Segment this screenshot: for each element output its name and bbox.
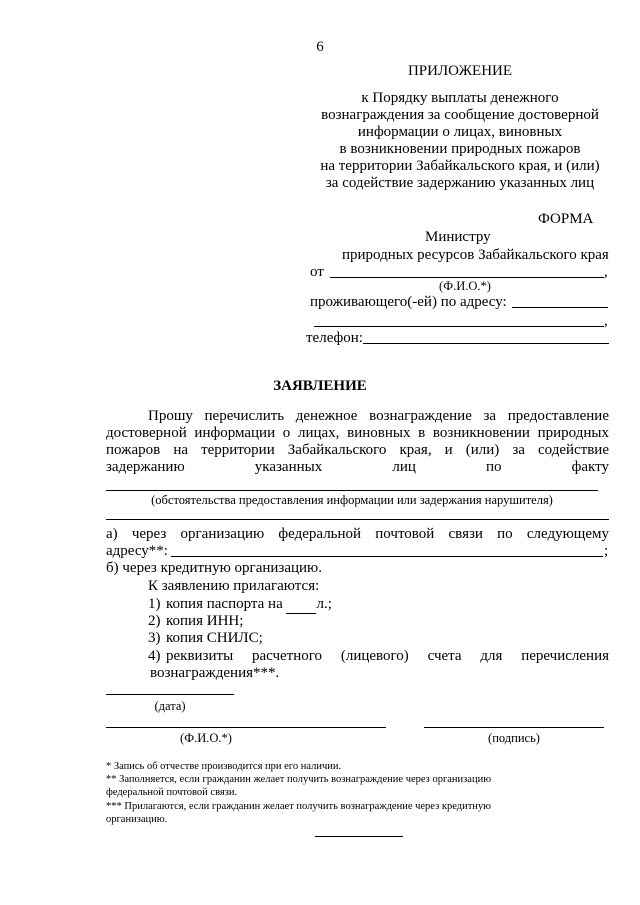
- appendix-title: ПРИЛОЖЕНИЕ: [407, 63, 513, 79]
- appendix-line: информации о лицах, виновных: [357, 124, 563, 140]
- appendix-line: на территории Забайкальского края, и (или): [320, 158, 600, 174]
- statement-title: ЗАЯВЛЕНИЕ: [273, 378, 367, 394]
- form-label: ФОРМА: [538, 211, 594, 227]
- date-line: [106, 694, 234, 695]
- option-a-address-label: адресу**:: [106, 543, 168, 559]
- para-line-wrap: [106, 458, 609, 476]
- option-a-line1: а) через организацию федеральной почтовой связи по следующему: [106, 526, 609, 542]
- para-line: достоверной информации о лицах, виновных в возникновении природных: [106, 425, 609, 441]
- address-line-2: [314, 326, 604, 327]
- addressee-line2: природных ресурсов Забайкальского края: [342, 247, 609, 263]
- fio-sign-line: [106, 727, 386, 728]
- fio-hint: (Ф.И.О.*): [439, 279, 491, 293]
- signature-hint: (подпись): [488, 731, 540, 745]
- attachments-title: К заявлению прилагаются:: [148, 578, 320, 594]
- para-line: Прошу перечислить денежное вознаграждение за предоставление: [148, 408, 609, 424]
- address-line-1: [512, 307, 608, 308]
- footnote: организацию.: [106, 814, 168, 825]
- para-line: пожаров на территории Забайкальского края, и (или) за содействие: [106, 442, 609, 458]
- attachment-4-wrap: [166, 647, 609, 665]
- date-hint: (дата): [154, 699, 186, 713]
- footnote: *** Прилагаются, если гражданин желает получить вознаграждение через кредитную: [106, 801, 492, 812]
- attachment-text: копия СНИЛС;: [166, 630, 263, 646]
- attachment-text: копия ИНН;: [166, 613, 244, 629]
- circumstances-hint: (обстоятельства предоставления информации или задержания нарушителя): [151, 493, 553, 507]
- attachment-num: 4): [148, 648, 161, 664]
- address-label: проживающего(-ей) по адресу:: [310, 294, 507, 310]
- attachment-text: вознаграждения***.: [150, 665, 280, 681]
- phone-line: [363, 343, 609, 344]
- phone-label: телефон:: [306, 330, 363, 346]
- attachment-text: реквизиты расчетного (лицевого) счета для перечисления: [166, 648, 609, 664]
- option-b: б) через кредитную организацию.: [106, 560, 322, 576]
- para-line-wrap: [106, 424, 609, 442]
- circumstances-line: [106, 490, 598, 491]
- from-fio-line: [330, 277, 604, 278]
- para-line-wrap: [148, 407, 609, 425]
- attachment-text: л.;: [316, 596, 332, 612]
- from-label: от: [310, 264, 324, 280]
- option-a-end: ;: [604, 543, 609, 559]
- addressee-line1: Министру: [425, 229, 491, 245]
- option-a-address-line: [171, 556, 603, 557]
- attachment-num: 1): [148, 596, 161, 612]
- appendix-line: в возникновении природных пожаров: [339, 141, 581, 157]
- appendix-line: вознаграждения за сообщение достоверной: [321, 107, 599, 123]
- footnote: федеральной почтовой связи.: [106, 787, 238, 798]
- footnote: * Запись об отчестве производится при его наличии.: [106, 761, 342, 772]
- attachment-num: 2): [148, 613, 161, 629]
- fio-sign-hint: (Ф.И.О.*): [180, 731, 232, 745]
- passport-blank: [286, 595, 316, 614]
- attachment-num: 3): [148, 630, 161, 646]
- attachment-text: копия паспорта на: [166, 596, 283, 612]
- para-line-wrap: [106, 441, 609, 459]
- para-line: задержанию указанных лиц по факту: [106, 459, 609, 475]
- appendix-line: за содействие задержанию указанных лиц: [325, 175, 595, 191]
- option-a-wrap: [106, 525, 609, 543]
- signature-line: [424, 727, 604, 728]
- closing-line: [315, 836, 403, 837]
- page-number: 6: [316, 39, 324, 55]
- footnote: ** Заполняется, если гражданин желает получить вознаграждение через организацию: [106, 774, 492, 785]
- circumstances-line-2: [106, 519, 609, 520]
- appendix-line: к Порядку выплаты денежного: [361, 90, 559, 106]
- comma: ,: [604, 264, 608, 280]
- comma: ,: [604, 313, 608, 329]
